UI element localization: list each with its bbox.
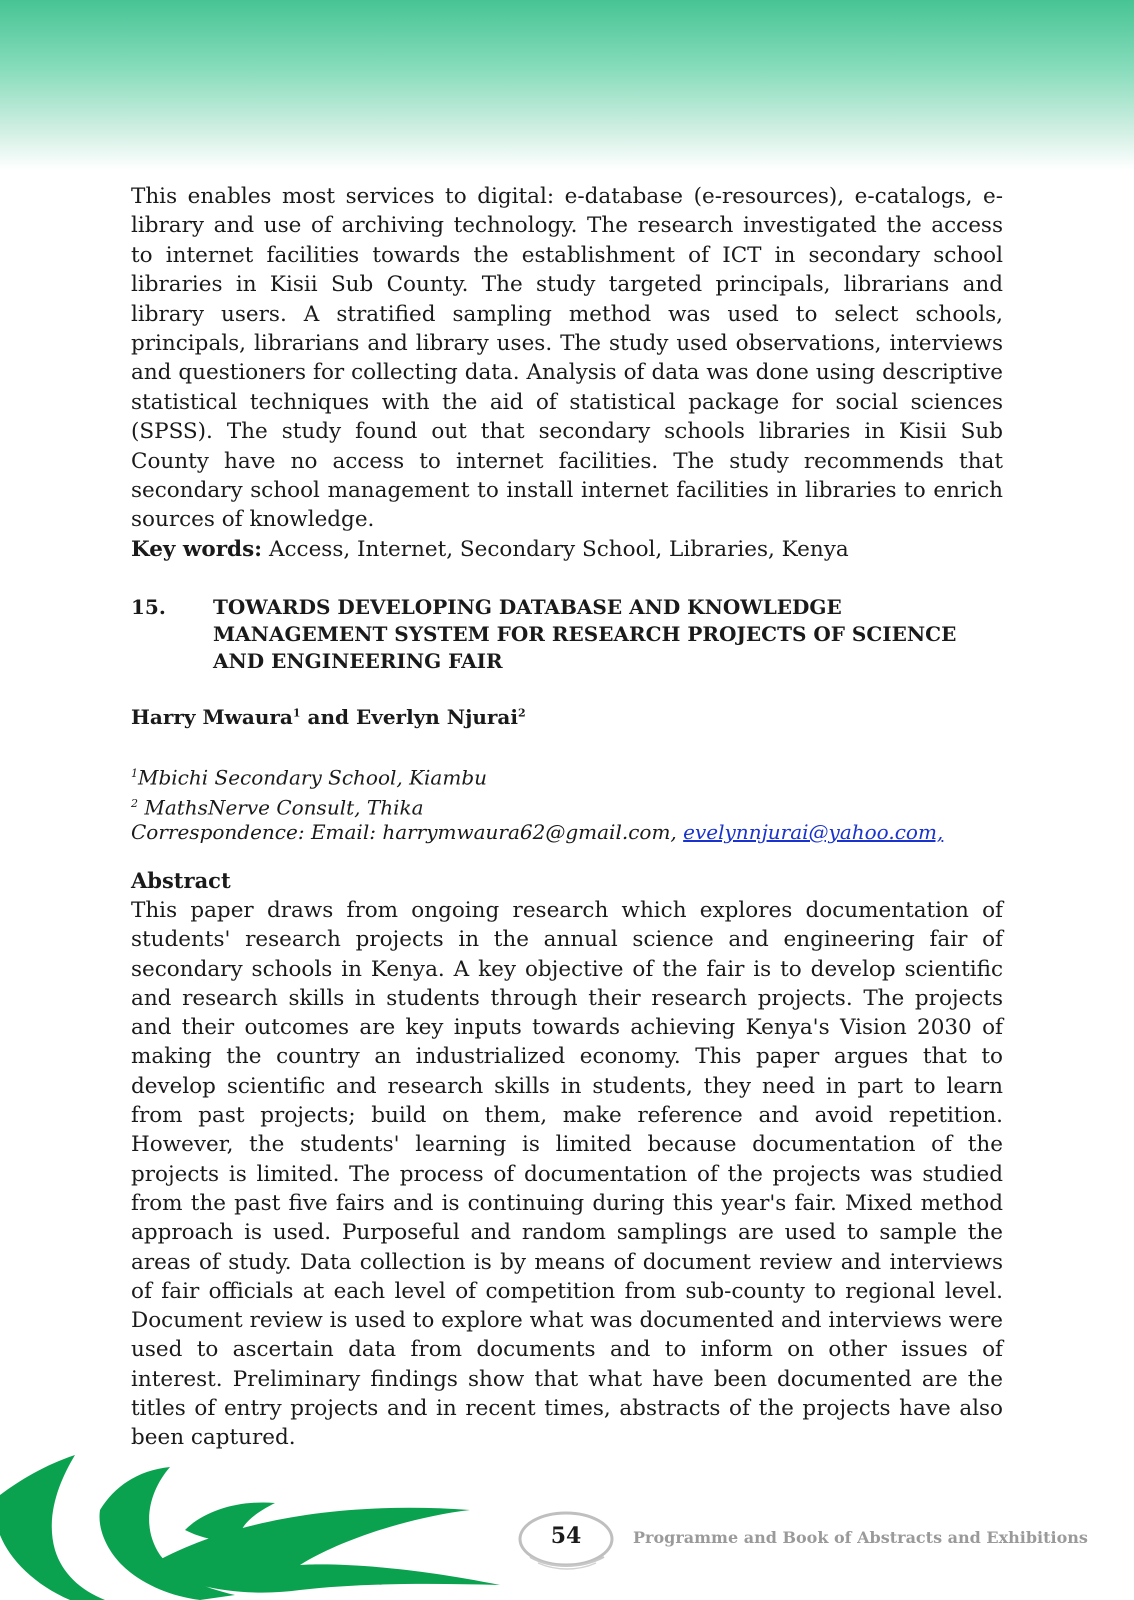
header-gradient-band	[0, 0, 1134, 170]
green-wave-decoration	[0, 1455, 520, 1600]
affiliation-2-mark: 2	[131, 796, 138, 810]
author-2: Everlyn Njurai	[355, 705, 518, 729]
abstract-heading: Abstract	[131, 868, 231, 893]
section-title-line-2: MANAGEMENT SYSTEM FOR RESEARCH PROJECTS OF SCIENCE	[213, 622, 957, 646]
section-number: 15.	[131, 595, 166, 619]
affiliations-block	[131, 761, 943, 845]
correspondence-text: Correspondence: Email: harrymwaura62@gmail.com,	[131, 820, 684, 845]
abstract-body: This paper draws from ongoing research which explores documentation of students' research projects in the annual science and engineering fair of secondary schools in Kenya. A key objective of the fair is to develop scientific and research skills in students through their research projects. The projects and their outcomes are key inputs towards achieving Kenya's Vision 2030 of making the country an industrialized economy. This paper argues that to develop scientific and research skills in students, they need in part to learn from past projects; build on them, make reference and avoid repetition. However, the students' learning is limited because documentation of the projects is limited. The process of documentation of the projects was studied from the past five fairs and is continuing during this year's fair. Mixed method approach is used. Purposeful and random samplings are used to sample the areas of study. Data collection is by means of document review and interviews of fair officials at each level of competition from sub-county to regional level. Document review is used to explore what was documented and interviews were used to ascertain data from documents and to inform on other issues of interest. Preliminary findings show that what have been documented are the titles of entry projects and in recent times, abstracts of the projects have also been captured.	[131, 898, 1003, 1451]
affiliation-2-text: MathsNerve Consult, Thika	[138, 795, 424, 820]
intro-section	[131, 182, 1003, 564]
email-link[interactable]: evelynnjurai@yahoo.com,	[683, 820, 944, 845]
intro-paragraph: This enables most services to digital: e-database (e-resources), e-catalogs, e-library and use of archiving technology. The research investigated the access to internet facilities towards the establishment of ICT in secondary school libraries in Kisii Sub County. The study targeted principals, librarians and library users. A stratified sampling method was used to select schools, principals, librarians and library uses. The study used observations, interviews and questioners for collecting data. Analysis of data was done using descriptive statistical techniques with the aid of statistical package for social sciences (SPSS). The study found out that secondary schools libraries in Kisii Sub County have no access to internet facilities. The study recommends that secondary school management to install internet facilities in libraries to enrich sources of knowledge.	[131, 184, 1003, 533]
author-joiner: and	[300, 705, 356, 729]
affiliation-1	[131, 761, 943, 791]
author-2-affiliation-mark: 2	[517, 706, 526, 720]
affiliation-2	[131, 791, 943, 821]
authors-line	[131, 705, 526, 729]
publication-title: Programme and Book of Abstracts and Exhibitions	[633, 1528, 1088, 1547]
section-title-line-1: TOWARDS DEVELOPING DATABASE AND KNOWLEDGE	[213, 595, 842, 619]
page-number: 54	[550, 1523, 582, 1549]
correspondence-line	[131, 820, 943, 845]
wave-swoosh-left	[0, 1455, 105, 1600]
author-1-affiliation-mark: 1	[292, 706, 301, 720]
keywords-line	[131, 535, 1003, 564]
keywords-label: Key words:	[131, 536, 263, 562]
section-title-line-3: AND ENGINEERING FAIR	[213, 649, 503, 673]
affiliation-1-text: Mbichi Secondary School, Kiambu	[138, 765, 488, 790]
author-1: Harry Mwaura	[131, 705, 293, 729]
page-number-badge	[516, 1511, 616, 1573]
affiliation-1-mark: 1	[131, 767, 138, 780]
keywords-value: Access, Internet, Secondary School, Libraries, Kenya	[262, 536, 849, 562]
section-heading	[131, 594, 1003, 675]
